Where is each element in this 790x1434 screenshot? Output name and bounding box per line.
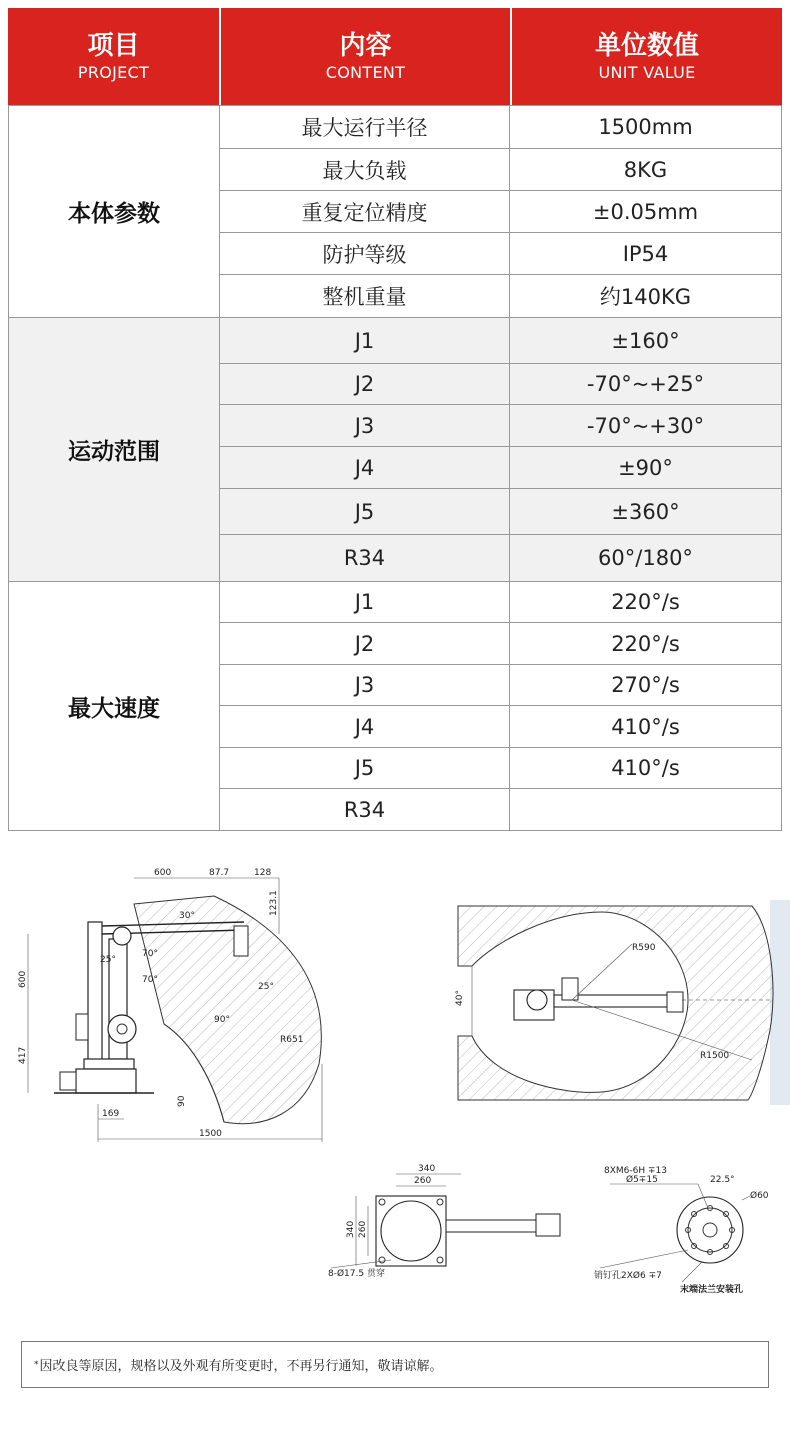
row-value xyxy=(510,789,781,830)
dim-label: 417 xyxy=(18,1046,28,1064)
note-text: 因改良等原因，规格以及外观有所变更时，不再另行通知，敬请谅解。 xyxy=(39,1359,443,1374)
group-title: 最大速度 xyxy=(9,582,220,830)
row-item: J3 xyxy=(220,405,510,446)
technical-drawings xyxy=(0,858,790,1318)
dim-label: R651 xyxy=(280,1035,304,1045)
table-row xyxy=(220,318,781,364)
dim-label: 90° xyxy=(214,1015,230,1025)
dim-label: 8XM6-6H ∓13 xyxy=(604,1166,667,1176)
row-item: J3 xyxy=(220,665,510,705)
dim-label: 128 xyxy=(254,868,272,878)
row-item: J2 xyxy=(220,364,510,404)
row-value: ±360° xyxy=(611,499,680,524)
table-row xyxy=(220,489,781,535)
table-row xyxy=(220,191,781,233)
row-value: 220°/s xyxy=(611,590,680,614)
row-value: ±90° xyxy=(618,455,673,480)
header-content: 内容 CONTENT xyxy=(221,8,512,105)
dim-label: 90 xyxy=(177,1095,187,1107)
dim-label: 340 xyxy=(418,1164,436,1174)
row-item: 防护等级 xyxy=(220,233,510,274)
table-row xyxy=(220,665,781,706)
table-row xyxy=(220,405,781,447)
dim-label: 40° xyxy=(455,990,465,1006)
dim-label: 1500 xyxy=(199,1129,222,1139)
table-row xyxy=(220,149,781,191)
table-row xyxy=(220,748,781,789)
group-motion-range xyxy=(8,318,782,582)
table-row xyxy=(220,447,781,489)
group-body-params xyxy=(8,105,782,318)
row-value: 60°/180° xyxy=(598,546,693,570)
row-item: 整机重量 xyxy=(220,275,510,317)
dim-label: 22.5° xyxy=(710,1175,735,1185)
dim-label: 340 xyxy=(346,1220,356,1238)
row-value: 410°/s xyxy=(611,714,680,739)
disclaimer-note xyxy=(21,1341,769,1388)
row-value: -70°~+30° xyxy=(586,413,705,438)
row-item: J1 xyxy=(220,318,510,363)
row-value: 1500mm xyxy=(598,115,693,139)
dim-label: 70° xyxy=(142,975,158,985)
header-project: 项目 PROJECT xyxy=(8,8,221,105)
dim-label: R590 xyxy=(632,943,656,953)
dim-label: 87.7 xyxy=(209,868,230,878)
table-row xyxy=(220,106,781,149)
dim-label: 70° xyxy=(142,949,158,959)
side-view-drawing xyxy=(14,864,344,1149)
dim-label: 8-Ø17.5 贯穿 xyxy=(328,1269,385,1279)
table-row xyxy=(220,535,781,581)
row-value: ±0.05mm xyxy=(592,199,699,224)
group-title: 本体参数 xyxy=(9,106,220,317)
row-item: 最大运行半径 xyxy=(220,106,510,148)
dim-label: 600 xyxy=(18,970,28,988)
row-item: J2 xyxy=(220,623,510,664)
row-item: R34 xyxy=(220,535,510,581)
table-row xyxy=(220,233,781,275)
table-row xyxy=(220,789,781,830)
dim-label: 260 xyxy=(414,1176,432,1186)
row-item: J5 xyxy=(220,489,510,534)
dim-label: Ø60 xyxy=(750,1191,769,1201)
header-unit-value: 单位数值 UNIT VALUE xyxy=(512,8,782,105)
dim-label: 末端法兰安装孔 xyxy=(680,1285,744,1295)
dim-label: 25° xyxy=(258,982,274,992)
table-row xyxy=(220,706,781,748)
row-item: J4 xyxy=(220,706,510,747)
dim-label: 600 xyxy=(154,868,172,878)
dim-label: 123.1 xyxy=(269,890,279,916)
dim-label: Ø5∓15 xyxy=(626,1175,658,1185)
row-item: R34 xyxy=(220,789,510,830)
top-view-drawing xyxy=(452,900,790,1105)
table-row xyxy=(220,623,781,665)
row-item: J1 xyxy=(220,582,510,622)
table-row xyxy=(220,364,781,405)
row-value: ±160° xyxy=(611,328,680,353)
dim-label: 30° xyxy=(179,911,195,921)
table-header xyxy=(8,8,782,105)
table-row xyxy=(220,275,781,317)
dim-label: 260 xyxy=(358,1220,368,1238)
note-asterisk: * xyxy=(34,1359,39,1370)
row-value: 8KG xyxy=(623,157,668,182)
spec-table xyxy=(8,8,782,831)
dim-label: R1500 xyxy=(700,1051,730,1061)
row-value: 220°/s xyxy=(611,631,680,656)
row-item: 重复定位精度 xyxy=(220,191,510,232)
flange-drawing xyxy=(590,1160,780,1300)
dim-label: 25° xyxy=(100,955,116,965)
row-item: 最大负载 xyxy=(220,149,510,190)
row-value: 约140KG xyxy=(599,285,692,309)
dim-label: 169 xyxy=(102,1109,120,1119)
row-value: -70°~+25° xyxy=(586,372,705,396)
row-value: IP54 xyxy=(622,241,669,266)
group-max-speed xyxy=(8,582,782,831)
row-item: J4 xyxy=(220,447,510,488)
dim-label: 销钉孔2XØ6 ∓7 xyxy=(594,1271,662,1281)
row-value: 410°/s xyxy=(611,756,680,780)
row-item: J5 xyxy=(220,748,510,788)
group-title: 运动范围 xyxy=(9,318,220,581)
row-value: 270°/s xyxy=(611,673,680,697)
base-mount-drawing xyxy=(326,1160,574,1280)
table-row xyxy=(220,582,781,623)
